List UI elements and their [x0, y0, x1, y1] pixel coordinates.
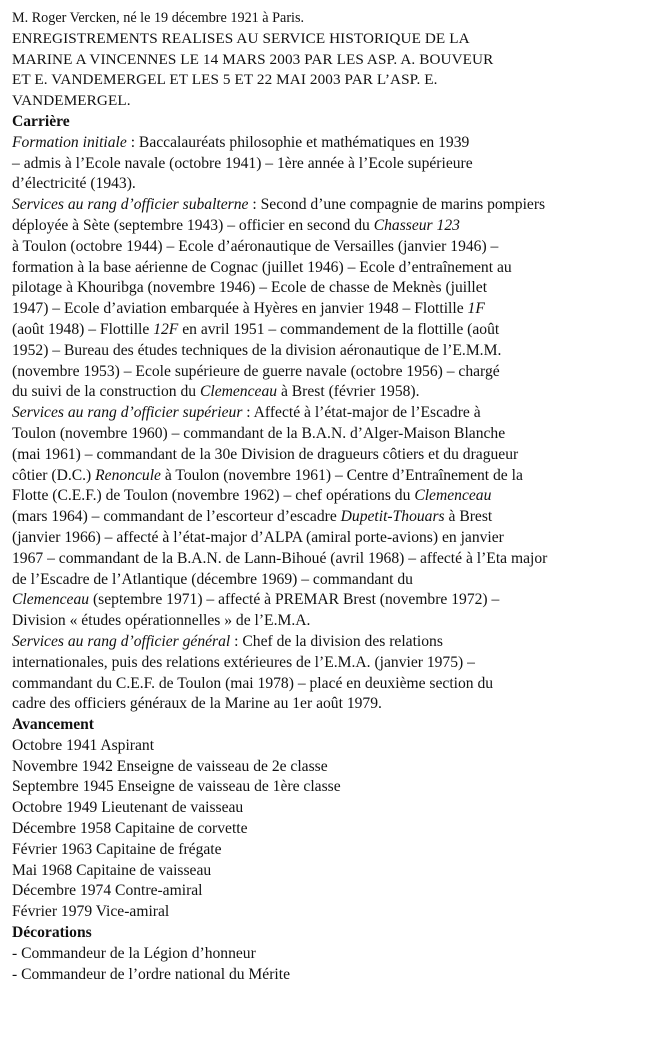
superieur-line-3: (mai 1961) – commandant de la 30e Division de dragueurs côtiers et du dragueur [12, 445, 519, 463]
carriere-heading: Carrière [12, 112, 70, 130]
recording-line-1: ENREGISTREMENTS REALISES AU SERVICE HISTORIQUE DE LA [12, 29, 470, 47]
decorations-heading: Décorations [12, 924, 92, 942]
superieur-line-10 [12, 590, 648, 611]
formation-text: : Baccalauréats philosophie et mathématiques en 1939 [126, 133, 470, 151]
subalterne-label: Services au rang d’officier subalterne [12, 196, 249, 214]
formation-line-2: – admis à l’Ecole navale (octobre 1941) – 1ère année à l’Ecole supérieure [12, 154, 473, 172]
avancement-item: Février 1963 Capitaine de frégate [12, 840, 222, 858]
superieur-text: (mars 1964) – commandant de l’escorteur d’escadre [12, 508, 341, 526]
subalterne-line-3: à Toulon (octobre 1944) – Ecole d’aéronautique de Versailles (janvier 1946) – [12, 237, 499, 255]
subalterne-text: (août 1948) – Flottille [12, 320, 154, 338]
avancement-item: Novembre 1942 Enseigne de vaisseau de 2e classe [12, 757, 328, 775]
avancement-item: Février 1979 Vice-amiral [12, 903, 170, 921]
subalterne-text: à Brest (février 1958). [277, 383, 420, 401]
general-label: Services au rang d’officier général [12, 632, 231, 650]
ship-name: Clemenceau [199, 383, 278, 401]
superieur-line-5 [12, 486, 648, 507]
formation-label: Formation initiale [12, 133, 127, 151]
avancement-heading: Avancement [12, 716, 94, 734]
intro-line: M. Roger Vercken, né le 19 décembre 1921 à Paris. [12, 10, 305, 26]
formation-line-3: d’électricité (1943). [12, 175, 136, 193]
subalterne-line-6 [12, 299, 648, 320]
superieur-text: Flotte (C.E.F.) de Toulon (novembre 1962) – chef opérations du [12, 487, 415, 505]
superieur-line-7: (janvier 1966) – affecté à l’état-major d’ALPA (amiral porte-avions) en janvier [12, 528, 504, 546]
superieur-line-1 [12, 403, 648, 424]
subalterne-line-10 [12, 382, 648, 403]
superieur-line-11: Division « études opérationnelles » de l’E.M.A. [12, 612, 311, 630]
avancement-item: Décembre 1958 Capitaine de corvette [12, 820, 248, 838]
subalterne-text: en avril 1951 – commandement de la flottille (août [178, 320, 500, 338]
superieur-line-6 [12, 507, 648, 528]
avancement-item: Octobre 1949 Lieutenant de vaisseau [12, 799, 244, 817]
avancement-item: Décembre 1974 Contre-amiral [12, 882, 203, 900]
subalterne-line-8: 1952) – Bureau des études techniques de la division aéronautique de l’E.M.M. [12, 341, 502, 359]
subalterne-line-5: pilotage à Khouribga (novembre 1946) – Ecole de chasse de Meknès (juillet [12, 279, 488, 297]
subalterne-line-4: formation à la base aérienne de Cognac (juillet 1946) – Ecole d’entraînement au [12, 258, 512, 276]
general-text: : Chef de la division des relations [230, 632, 443, 650]
superieur-text: à Brest [444, 508, 493, 526]
general-line-2: internationales, puis des relations extérieures de l’E.M.A. (janvier 1975) – [12, 653, 475, 671]
recording-line-3: ET E. VANDEMERGEL ET LES 5 ET 22 MAI 2003 PAR L’ASP. E. [12, 71, 438, 89]
subalterne-text: 1947) – Ecole d’aviation embarquée à Hyères en janvier 1948 – Flottille [12, 300, 468, 318]
superieur-text: à Toulon (novembre 1961) – Centre d’Entraînement de la [160, 466, 523, 484]
superieur-text: côtier (D.C.) [12, 466, 96, 484]
subalterne-text: : Second d’une compagnie de marins pompiers [248, 196, 546, 214]
subalterne-text: du suivi de la construction du [12, 383, 200, 401]
subalterne-line-1 [12, 195, 648, 216]
flottille-name: 1F [467, 300, 485, 318]
ship-name: Dupetit-Thouars [340, 508, 445, 526]
formation-line-1 [12, 133, 648, 154]
decoration-item: - Commandeur de l’ordre national du Mérite [12, 965, 290, 983]
subalterne-text: déployée à Sète (septembre 1943) – officier en second du [12, 216, 374, 234]
avancement-item: Octobre 1941 Aspirant [12, 736, 155, 754]
avancement-item: Mai 1968 Capitaine de vaisseau [12, 861, 212, 879]
recording-line-2: MARINE A VINCENNES LE 14 MARS 2003 PAR LES ASP. A. BOUVEUR [12, 50, 494, 68]
ship-name: Renoncule [95, 466, 161, 484]
ship-name: Chasseur 123 [373, 216, 460, 234]
flottille-name: 12F [153, 320, 179, 338]
general-line-3: commandant du C.E.F. de Toulon (mai 1978) – placé en deuxième section du [12, 674, 494, 692]
superieur-line-8: 1967 – commandant de la B.A.N. de Lann-Bihoué (avril 1968) – affecté à l’Eta major [12, 549, 548, 567]
superieur-text: : Affecté à l’état-major de l’Escadre à [242, 404, 481, 422]
superieur-text: (septembre 1971) – affecté à PREMAR Brest (novembre 1972) – [89, 591, 500, 609]
decoration-item: - Commandeur de la Légion d’honneur [12, 944, 256, 962]
subalterne-line-9: (novembre 1953) – Ecole supérieure de guerre navale (octobre 1956) – chargé [12, 362, 500, 380]
ship-name: Clemenceau [12, 591, 90, 609]
superieur-label: Services au rang d’officier supérieur [12, 404, 243, 422]
superieur-line-4 [12, 466, 648, 487]
general-line-1 [12, 632, 648, 653]
superieur-line-2: Toulon (novembre 1960) – commandant de la B.A.N. d’Alger-Maison Blanche [12, 424, 506, 442]
subalterne-line-7 [12, 320, 648, 341]
ship-name: Clemenceau [414, 487, 492, 505]
recording-line-4: VANDEMERGEL. [12, 92, 131, 110]
avancement-item: Septembre 1945 Enseigne de vaisseau de 1ère classe [12, 778, 341, 796]
superieur-line-9: de l’Escadre de l’Atlantique (décembre 1969) – commandant du [12, 570, 413, 588]
subalterne-line-2 [12, 216, 648, 237]
general-line-4: cadre des officiers généraux de la Marine au 1er août 1979. [12, 695, 382, 713]
